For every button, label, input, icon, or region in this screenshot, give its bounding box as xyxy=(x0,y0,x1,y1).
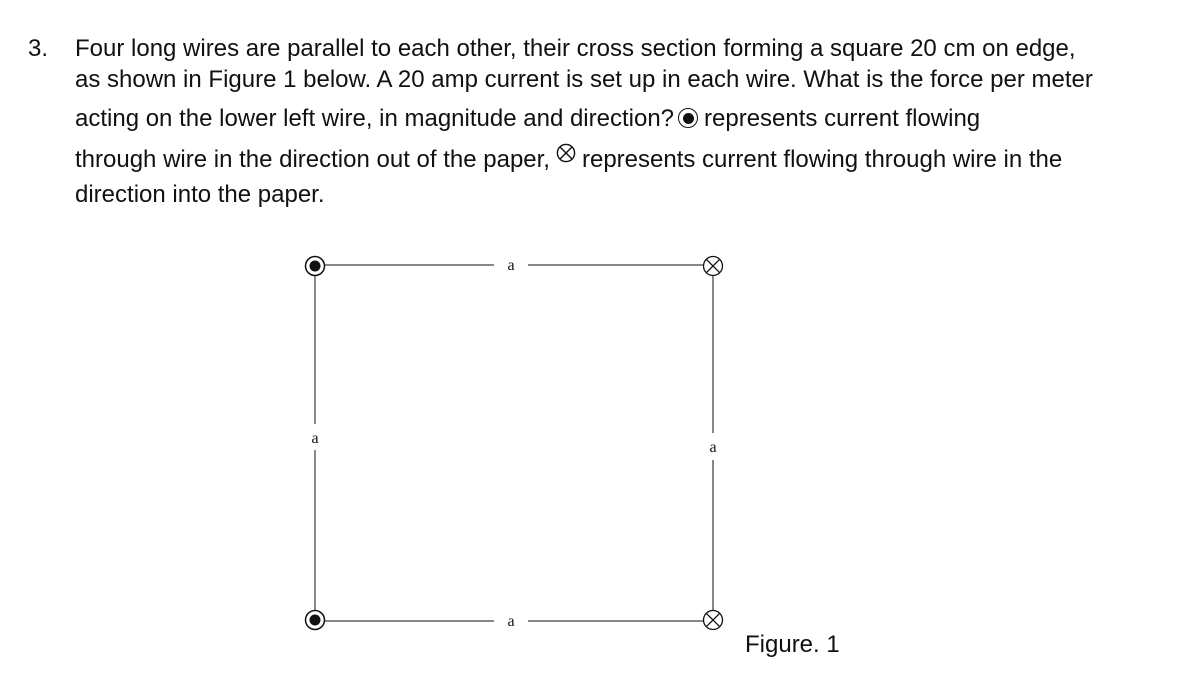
bottom-right-wire-in-icon xyxy=(704,611,723,630)
question-text-line-5: direction into the paper. xyxy=(75,181,325,208)
figure-caption: Figure. 1 xyxy=(745,631,840,658)
left-side-label: a xyxy=(311,430,319,447)
bottom-left-wire-out-icon xyxy=(306,611,325,630)
right-side-label: a xyxy=(709,439,717,456)
question-number: 3. xyxy=(28,35,49,62)
top-right-wire-in-icon xyxy=(704,257,723,276)
question-text-line-2: as shown in Figure 1 below. A 20 amp current is set up in each wire. What is the force per meter xyxy=(75,66,1093,93)
question-text-line-1: Four long wires are parallel to each other, their cross section forming a square 20 cm on edge, xyxy=(75,35,1076,62)
top-side-label: a xyxy=(507,257,515,274)
question-text-line-3a: acting on the lower left wire, in magnitude and direction? xyxy=(75,105,675,132)
question-text-line-4a: through wire in the direction out of the paper, xyxy=(75,146,550,173)
top-left-wire-out-icon xyxy=(306,257,325,276)
question-text-line-3b: represents current flowing xyxy=(704,105,981,132)
bottom-side-label: a xyxy=(507,613,515,630)
question-text-line-4b: represents current flowing through wire in the xyxy=(581,146,1063,173)
